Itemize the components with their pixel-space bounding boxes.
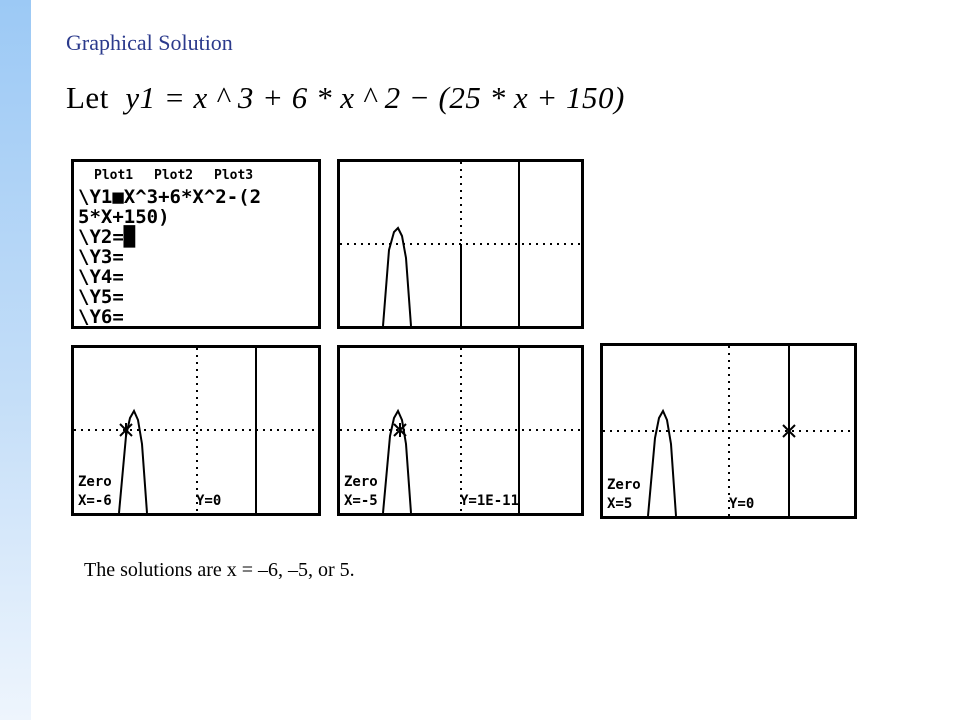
y-editor-line-3: \Y2=█ bbox=[78, 226, 136, 248]
calculator-zero-screen-2 bbox=[337, 345, 584, 516]
plot2-label: Plot2 bbox=[154, 168, 194, 183]
calculator-zero-screen-3 bbox=[600, 343, 857, 519]
y-editor-line-1: \Y1■X^3+6*X^2-(2 bbox=[78, 186, 262, 208]
equation-lead: Let bbox=[66, 80, 109, 115]
y-editor-line-4: \Y3= bbox=[78, 246, 124, 268]
equation-line bbox=[66, 80, 625, 116]
zero-label-2: Zero bbox=[344, 474, 378, 490]
y-editor-line-7: \Y6= bbox=[78, 306, 124, 326]
plot3-label: Plot3 bbox=[214, 168, 254, 183]
slide-title: Graphical Solution bbox=[66, 30, 233, 55]
plot1-label: Plot1 bbox=[94, 168, 134, 183]
calculator-zero-screen-1 bbox=[71, 345, 321, 516]
y-editor-line-6: \Y5= bbox=[78, 286, 124, 308]
y-editor-line-5: \Y4= bbox=[78, 266, 124, 288]
left-gradient-bar bbox=[0, 0, 31, 720]
solution-statement: The solutions are x = –6, –5, or 5. bbox=[84, 559, 355, 581]
zero-x-value-1: X=-6 bbox=[78, 493, 112, 509]
zero-label-3: Zero bbox=[607, 477, 641, 493]
equation-expression: y1 = x ^ 3 + 6 * x ^ 2 − (25 * x + 150) bbox=[125, 80, 625, 115]
zero-x-value-2: X=-5 bbox=[344, 493, 378, 509]
zero-y-value-2: Y=1E-11 bbox=[460, 493, 520, 509]
zero-x-value-3: X=5 bbox=[607, 496, 633, 512]
y-editor-line-2: 5*X+150) bbox=[78, 206, 170, 228]
zero-label-1: Zero bbox=[78, 474, 112, 490]
zero-y-value-1: Y=0 bbox=[196, 493, 222, 509]
calculator-graph-screen bbox=[337, 159, 584, 329]
zero-y-value-3: Y=0 bbox=[729, 496, 755, 512]
calculator-y-editor-screen bbox=[71, 159, 321, 329]
